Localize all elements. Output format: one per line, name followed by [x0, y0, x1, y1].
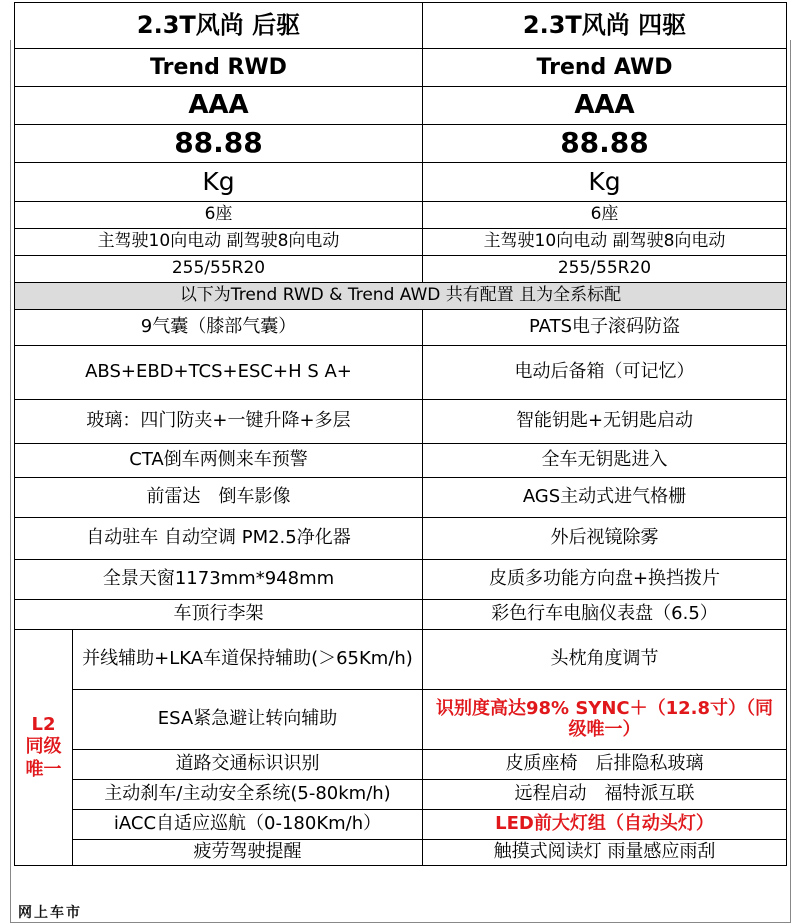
- col1-title: 2.3T风尚 后驱: [15, 3, 423, 49]
- watermark-text: 网上车市: [18, 905, 82, 921]
- l2-feature-left: 并线辅助+LKA车道保持辅助(＞65Km/h): [73, 630, 423, 690]
- feature-row: [15, 478, 787, 518]
- feature-row: [15, 400, 787, 444]
- shared-banner: 以下为Trend RWD & Trend AWD 共有配置 且为全系标配: [15, 283, 787, 310]
- l2-feature-left: 疲劳驾驶提醒: [73, 840, 423, 866]
- col1-unit: Kg: [15, 163, 423, 202]
- col2-price: 88.88: [423, 125, 787, 163]
- l2-label: L2 同级 唯一: [15, 630, 73, 866]
- feature-left: 全景天窗1173mm*948mm: [15, 560, 423, 600]
- l2-feature-row: [15, 780, 787, 810]
- feature-row: [15, 518, 787, 560]
- l2-feature-row: [15, 690, 787, 750]
- feature-row: [15, 600, 787, 630]
- col2-seat-power: 主驾驶10向电动 副驾驶8向电动: [423, 229, 787, 256]
- l2-feature-row: [15, 750, 787, 780]
- l2-feature-right: 皮质座椅 后排隐私玻璃: [423, 750, 787, 780]
- l2-feature-right: 头枕角度调节: [423, 630, 787, 690]
- l2-feature-row: [15, 840, 787, 866]
- feature-right: 彩色行车电脑仪表盘（6.5）: [423, 600, 787, 630]
- l2-feature-right-highlight: LED前大灯组（自动头灯）: [423, 810, 787, 840]
- trim-row: [15, 49, 787, 87]
- col1-trim: Trend RWD: [15, 49, 423, 87]
- feature-left: CTA倒车两侧来车预警: [15, 444, 423, 478]
- seats-row: [15, 202, 787, 229]
- feature-left: 前雷达 倒车影像: [15, 478, 423, 518]
- feature-right: AGS主动式进气格栅: [423, 478, 787, 518]
- aaa-row: [15, 87, 787, 125]
- feature-right: 智能钥匙+无钥匙启动: [423, 400, 787, 444]
- feature-right: 全车无钥匙进入: [423, 444, 787, 478]
- col2-title: 2.3T风尚 四驱: [423, 3, 787, 49]
- feature-right: 电动后备箱（可记忆）: [423, 346, 787, 400]
- feature-left: ABS+EBD+TCS+ESC+H S A+: [15, 346, 423, 400]
- col1-price: 88.88: [15, 125, 423, 163]
- col2-trim: Trend AWD: [423, 49, 787, 87]
- col1-seats: 6座: [15, 202, 423, 229]
- col2-seats: 6座: [423, 202, 787, 229]
- feature-left: 玻璃：四门防夹+一键升降+多层: [15, 400, 423, 444]
- feature-row: [15, 444, 787, 478]
- seat-power-row: [15, 229, 787, 256]
- feature-left: 车顶行李架: [15, 600, 423, 630]
- l2-feature-right: 远程启动 福特派互联: [423, 780, 787, 810]
- title-row: [15, 3, 787, 49]
- shared-banner-row: [15, 283, 787, 310]
- feature-right: 皮质多功能方向盘+换挡拨片: [423, 560, 787, 600]
- col1-aaa: AAA: [15, 87, 423, 125]
- feature-left: 9气囊（膝部气囊）: [15, 310, 423, 346]
- col1-seat-power: 主驾驶10向电动 副驾驶8向电动: [15, 229, 423, 256]
- col2-aaa: AAA: [423, 87, 787, 125]
- l2-feature-left: 主动刹车/主动安全系统(5-80km/h): [73, 780, 423, 810]
- tire-row: [15, 256, 787, 283]
- l2-feature-left: ESA紧急避让转向辅助: [73, 690, 423, 750]
- l2-feature-row: [15, 630, 787, 690]
- feature-right: 外后视镜除雾: [423, 518, 787, 560]
- feature-left: 自动驻车 自动空调 PM2.5净化器: [15, 518, 423, 560]
- feature-row: [15, 310, 787, 346]
- col1-tire: 255/55R20: [15, 256, 423, 283]
- feature-row: [15, 560, 787, 600]
- l2-feature-left: iACC自适应巡航（0-180Km/h）: [73, 810, 423, 840]
- col2-unit: Kg: [423, 163, 787, 202]
- l2-feature-right-highlight: 识别度高达98% SYNC＋（12.8寸）（同级唯一）: [423, 690, 787, 750]
- feature-row: [15, 346, 787, 400]
- l2-feature-row: [15, 810, 787, 840]
- spec-table: [14, 2, 787, 866]
- col2-tire: 255/55R20: [423, 256, 787, 283]
- l2-feature-left: 道路交通标识识别: [73, 750, 423, 780]
- l2-feature-right: 触摸式阅读灯 雨量感应雨刮: [423, 840, 787, 866]
- feature-right: PATS电子滚码防盗: [423, 310, 787, 346]
- price-row: [15, 125, 787, 163]
- unit-row: [15, 163, 787, 202]
